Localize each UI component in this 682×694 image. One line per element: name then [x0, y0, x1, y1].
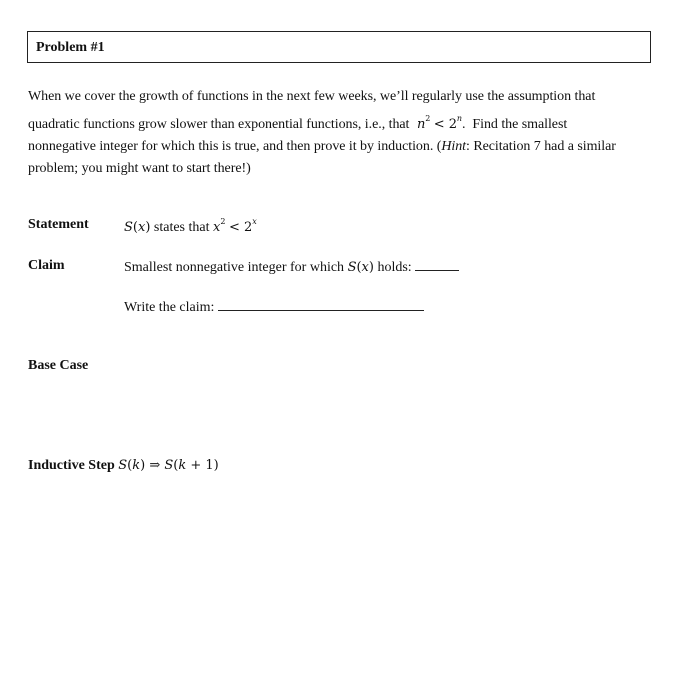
- inductive-step-label: Inductive Step: [28, 458, 115, 473]
- claim-text: Smallest nonnegative integer for which S(x) holds:: [124, 258, 459, 276]
- description-line-3: [28, 136, 658, 158]
- write-claim-row: [124, 298, 424, 316]
- statement-inequality-rhs: < $2^x$: [228, 217, 257, 235]
- description-line-3-text: nonnegative integer for which this is true, and then prove it by induction. (: [28, 139, 442, 154]
- statement-states-that: states that: [153, 220, 210, 235]
- description-line-2-text: quadratic functions grow slower than exponential functions, i.e., that: [28, 117, 410, 132]
- write-claim-label: Write the claim:: [124, 300, 215, 315]
- claim-text-end: holds:: [377, 260, 412, 275]
- hint-label: Hint: [441, 139, 467, 154]
- inequality-less-than: < $2^n$: [433, 114, 463, 132]
- description-line-2-end: Find the smallest: [472, 117, 568, 132]
- claim-sx: S: [347, 260, 357, 275]
- inequality-n-squared: $n^2$: [412, 114, 431, 132]
- description-line-4: problem; you might want to start there!): [28, 161, 251, 176]
- description-line-2: quadratic functions grow slower than exponential functions, i.e., that $n^2 < 2^n$. Find the smallest: [28, 114, 568, 132]
- statement-label: Statement: [28, 217, 89, 232]
- description-line-3-end: : Recitation 7 had a similar: [466, 139, 616, 154]
- problem-description: [28, 86, 658, 180]
- problem-header-box: [27, 31, 651, 63]
- inductive-step-row: Inductive Step S(k) ⇒ S(k + 1): [28, 458, 219, 473]
- statement-inequality-x-squared: $x^2$: [213, 217, 226, 235]
- statement-sx: S: [124, 220, 133, 235]
- write-claim-blank[interactable]: [218, 298, 424, 311]
- statement-text: S(x) states that $x^2 < 2^x$: [124, 217, 257, 235]
- claim-text-start: Smallest nonnegative integer for which: [124, 260, 345, 275]
- problem-title: Problem #1: [36, 40, 105, 55]
- claim-answer-blank[interactable]: [415, 258, 459, 271]
- claim-label: Claim: [28, 258, 65, 273]
- inductive-step-formula: S: [118, 458, 128, 473]
- base-case-label: Base Case: [28, 358, 89, 373]
- description-line-1: When we cover the growth of functions in the next few weeks, we’ll regularly use the assumption that: [28, 89, 596, 104]
